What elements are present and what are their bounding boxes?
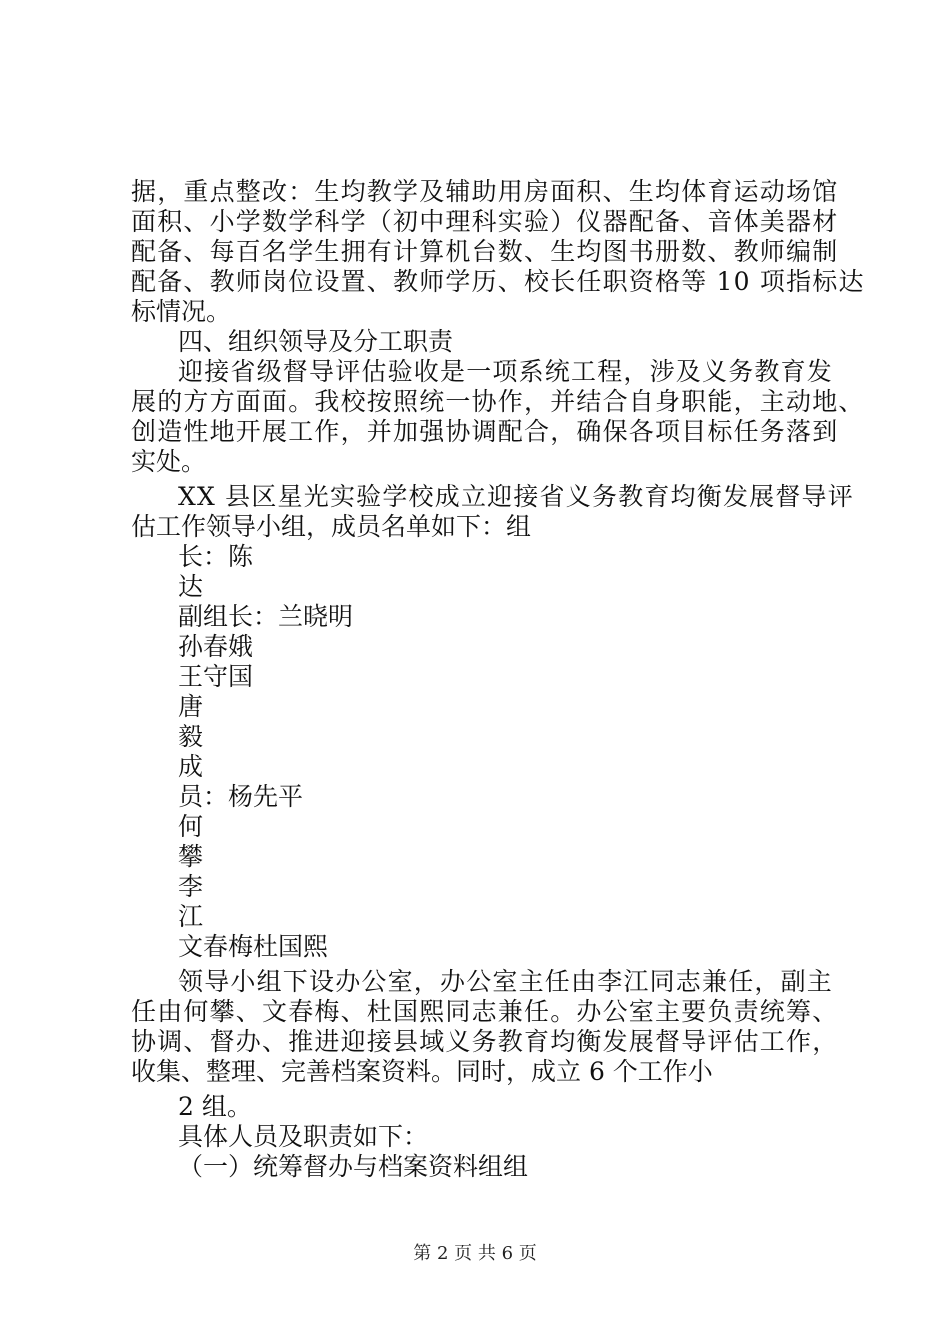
body-line-2: 面积、小学数学科学（初中理科实验）仪器配备、音体美器材 — [131, 207, 839, 236]
body-line-12: 估工作领导小组，成员名单如下：组 — [131, 512, 532, 541]
body-line-9: 创造性地开展工作，并加强协调配合，确保各项目标任务落到 — [131, 417, 839, 446]
member-line-7: 毅 — [178, 722, 204, 751]
member-line-11: 攀 — [178, 842, 204, 871]
body-line-7: 迎接省级督导评估验收是一项系统工程，涉及义务教育发 — [178, 357, 834, 386]
subsection-heading: （一）统筹督办与档案资料组组 — [178, 1152, 529, 1181]
member-line-8: 成 — [178, 752, 204, 781]
member-line-3: 副组长：兰晓明 — [178, 602, 354, 631]
body-line-4: 配备、教师岗位设置、教师学历、校长任职资格等 10 项指标达 — [131, 267, 865, 296]
body-line-27: 领导小组下设办公室，办公室主任由李江同志兼任，副主 — [178, 967, 834, 996]
body-line-28: 任由何攀、文春梅、杜国熙同志兼任。办公室主要负责统筹、 — [131, 997, 839, 1026]
member-line-6: 唐 — [178, 692, 204, 721]
body-line-8: 展的方方面面。我校按照统一协作，并结合自身职能，主动地、 — [131, 387, 865, 416]
member-line-5: 王守国 — [178, 662, 254, 691]
body-line-29: 协调、督办、推进迎接县域义务教育均衡发展督导评估工作， — [131, 1027, 839, 1056]
member-line-2: 达 — [178, 572, 204, 601]
body-line-32: 具体人员及职责如下： — [178, 1122, 429, 1151]
member-line-14: 文春梅杜国熙 — [178, 932, 329, 961]
body-line-3: 配备、每百名学生拥有计算机台数、生均图书册数、教师编制 — [131, 237, 839, 266]
member-line-12: 李 — [178, 872, 204, 901]
member-line-4: 孙春娥 — [178, 632, 254, 661]
body-line-5: 标情况。 — [131, 297, 232, 326]
body-line-30: 收集、整理、完善档案资料。同时，成立 6 个工作小 — [131, 1057, 713, 1086]
body-line-10: 实处。 — [131, 447, 207, 476]
member-line-1: 长：陈 — [178, 542, 254, 571]
page-footer: 第 2 页 共 6 页 — [413, 1243, 537, 1264]
body-line-11: XX 县区星光实验学校成立迎接省义务教育均衡发展督导评 — [178, 482, 854, 511]
body-line-31: 2 组。 — [178, 1092, 252, 1121]
body-line-1: 据，重点整改：生均教学及辅助用房面积、生均体育运动场馆 — [131, 177, 839, 206]
member-line-13: 江 — [178, 902, 204, 931]
member-line-9: 员：杨先平 — [178, 782, 304, 811]
section-heading: 四、组织领导及分工职责 — [178, 327, 454, 356]
member-line-10: 何 — [178, 812, 204, 841]
